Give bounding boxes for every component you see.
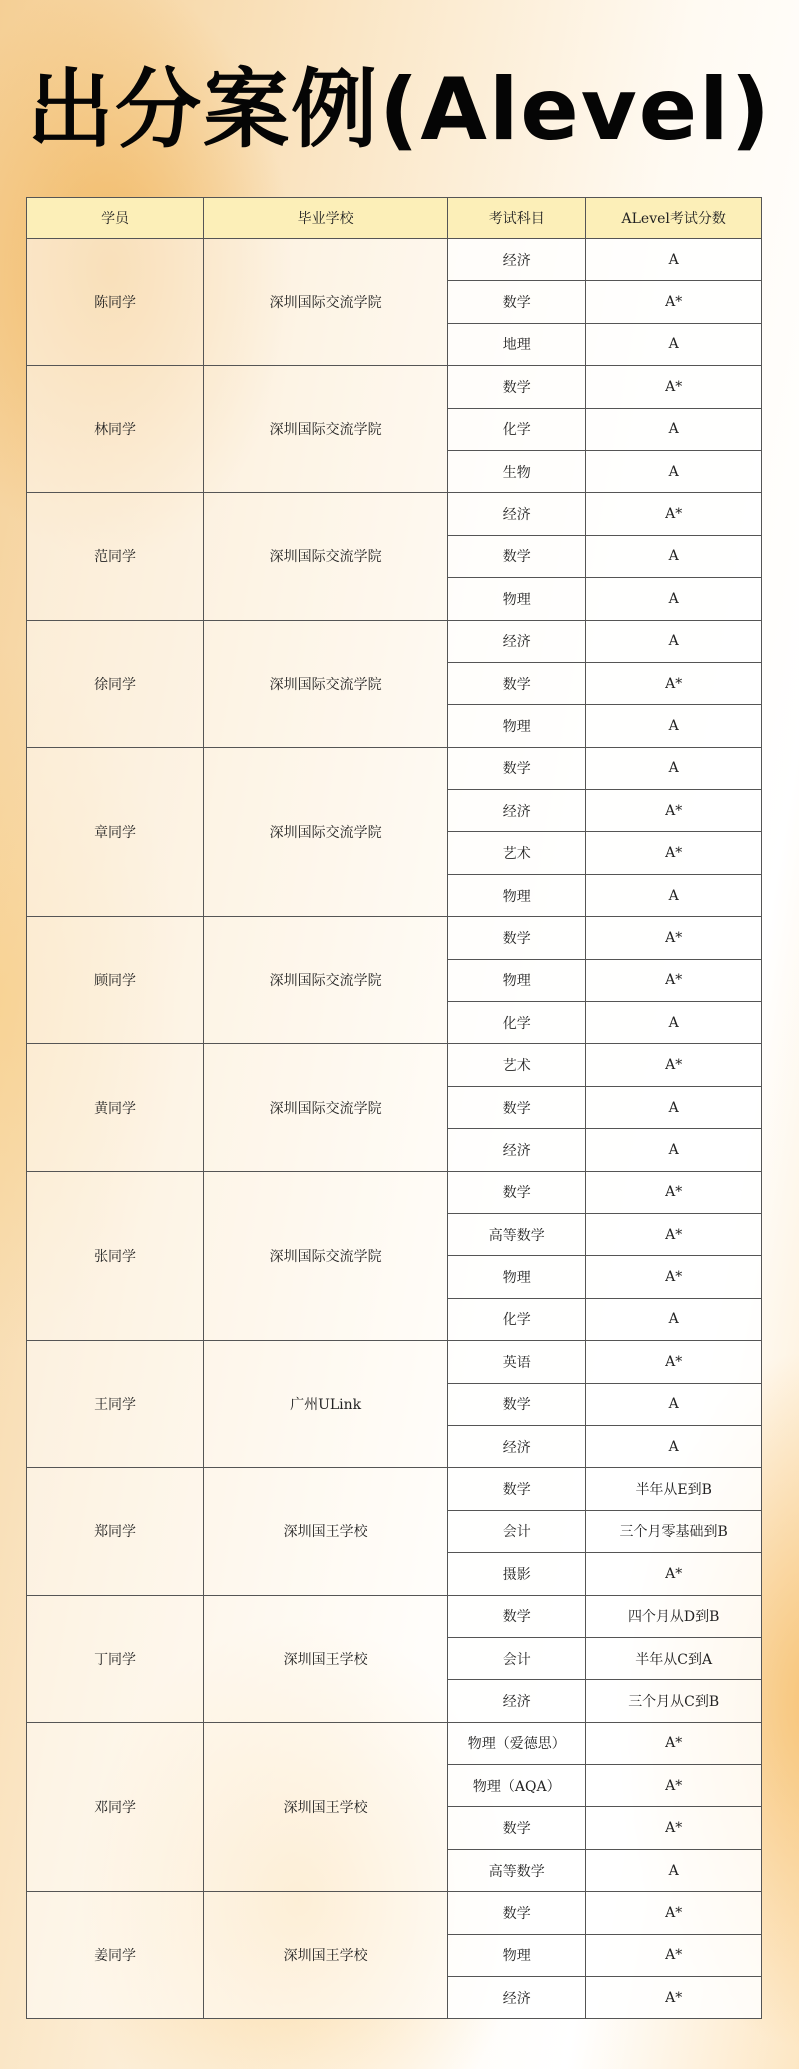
score: A* (586, 662, 762, 704)
subject: 数学 (448, 1086, 586, 1128)
table-row (27, 747, 762, 789)
score: A* (586, 790, 762, 832)
results-table (26, 197, 762, 2019)
score: A* (586, 1977, 762, 2019)
subject: 数学 (448, 662, 586, 704)
header-subject: 考试科目 (448, 198, 586, 239)
score: A* (586, 1934, 762, 1976)
school-name: 深圳国际交流学院 (204, 620, 448, 747)
student-name: 顾同学 (27, 917, 204, 1044)
student-name: 张同学 (27, 1171, 204, 1341)
score: A* (586, 959, 762, 1001)
student-name: 邓同学 (27, 1722, 204, 1892)
subject: 高等数学 (448, 1213, 586, 1255)
subject: 会计 (448, 1510, 586, 1552)
school-name: 深圳国际交流学院 (204, 493, 448, 620)
score: A* (586, 1044, 762, 1086)
school-name: 深圳国王学校 (204, 1595, 448, 1722)
school-name: 深圳国际交流学院 (204, 917, 448, 1044)
subject: 物理 (448, 874, 586, 916)
score: A (586, 705, 762, 747)
subject: 数学 (448, 281, 586, 323)
score: A (586, 1298, 762, 1340)
school-name: 广州ULink (204, 1341, 448, 1468)
score: A* (586, 1213, 762, 1255)
table-row (27, 1595, 762, 1637)
subject: 物理 (448, 959, 586, 1001)
score: A* (586, 1341, 762, 1383)
score: A (586, 578, 762, 620)
score: A (586, 1425, 762, 1467)
score: 半年从C到A (586, 1637, 762, 1679)
subject: 经济 (448, 620, 586, 662)
school-name: 深圳国王学校 (204, 1468, 448, 1595)
table-row (27, 493, 762, 535)
table-row (27, 1044, 762, 1086)
score: A (586, 1086, 762, 1128)
subject: 经济 (448, 493, 586, 535)
table-row (27, 1468, 762, 1510)
header-school: 毕业学校 (204, 198, 448, 239)
subject: 经济 (448, 1425, 586, 1467)
subject: 数学 (448, 366, 586, 408)
score: A* (586, 493, 762, 535)
subject: 经济 (448, 239, 586, 281)
score: A (586, 1002, 762, 1044)
table-header-row (27, 198, 762, 239)
subject: 英语 (448, 1341, 586, 1383)
student-name: 黄同学 (27, 1044, 204, 1171)
score: A* (586, 1256, 762, 1298)
subject: 化学 (448, 1298, 586, 1340)
table-row (27, 366, 762, 408)
score: A* (586, 1553, 762, 1595)
score: A* (586, 917, 762, 959)
score: A (586, 408, 762, 450)
score: 三个月零基础到B (586, 1510, 762, 1552)
table-row (27, 917, 762, 959)
school-name: 深圳国王学校 (204, 1722, 448, 1892)
subject: 地理 (448, 323, 586, 365)
school-name: 深圳国际交流学院 (204, 366, 448, 493)
score: A* (586, 832, 762, 874)
subject: 经济 (448, 1129, 586, 1171)
school-name: 深圳国际交流学院 (204, 239, 448, 366)
subject: 数学 (448, 1468, 586, 1510)
subject: 物理 (448, 1256, 586, 1298)
score: A (586, 620, 762, 662)
score: A* (586, 1892, 762, 1934)
subject: 物理 (448, 705, 586, 747)
student-name: 郑同学 (27, 1468, 204, 1595)
page-title: 出分案例(Alevel) (27, 60, 772, 160)
subject: 数学 (448, 1892, 586, 1934)
score: A (586, 1849, 762, 1891)
score: A (586, 450, 762, 492)
student-name: 林同学 (27, 366, 204, 493)
student-name: 姜同学 (27, 1892, 204, 2019)
school-name: 深圳国王学校 (204, 1892, 448, 2019)
subject: 高等数学 (448, 1849, 586, 1891)
subject: 经济 (448, 790, 586, 832)
score: A* (586, 281, 762, 323)
score: A (586, 747, 762, 789)
score: A (586, 239, 762, 281)
score: 半年从E到B (586, 1468, 762, 1510)
score: A* (586, 1807, 762, 1849)
subject: 物理（爱德思） (448, 1722, 586, 1764)
school-name: 深圳国际交流学院 (204, 747, 448, 917)
score: A* (586, 1765, 762, 1807)
score: A* (586, 366, 762, 408)
subject: 艺术 (448, 832, 586, 874)
score: A (586, 1129, 762, 1171)
table-row (27, 1171, 762, 1213)
table-row (27, 1341, 762, 1383)
table-row (27, 1722, 762, 1764)
score: A* (586, 1171, 762, 1213)
subject: 化学 (448, 408, 586, 450)
subject: 物理 (448, 578, 586, 620)
subject: 数学 (448, 1383, 586, 1425)
subject: 数学 (448, 1595, 586, 1637)
score: 四个月从D到B (586, 1595, 762, 1637)
header-score: ALevel考试分数 (586, 198, 762, 239)
score: A* (586, 1722, 762, 1764)
score: A (586, 323, 762, 365)
subject: 数学 (448, 747, 586, 789)
school-name: 深圳国际交流学院 (204, 1044, 448, 1171)
student-name: 王同学 (27, 1341, 204, 1468)
score: 三个月从C到B (586, 1680, 762, 1722)
subject: 经济 (448, 1680, 586, 1722)
score: A (586, 874, 762, 916)
school-name: 深圳国际交流学院 (204, 1171, 448, 1341)
table-row (27, 1892, 762, 1934)
subject: 生物 (448, 450, 586, 492)
subject: 化学 (448, 1002, 586, 1044)
subject: 会计 (448, 1637, 586, 1679)
student-name: 丁同学 (27, 1595, 204, 1722)
subject: 经济 (448, 1977, 586, 2019)
subject: 艺术 (448, 1044, 586, 1086)
subject: 物理（AQA） (448, 1765, 586, 1807)
subject: 物理 (448, 1934, 586, 1976)
subject: 数学 (448, 917, 586, 959)
subject: 数学 (448, 535, 586, 577)
student-name: 徐同学 (27, 620, 204, 747)
student-name: 范同学 (27, 493, 204, 620)
subject: 数学 (448, 1807, 586, 1849)
student-name: 陈同学 (27, 239, 204, 366)
header-student: 学员 (27, 198, 204, 239)
student-name: 章同学 (27, 747, 204, 917)
subject: 数学 (448, 1171, 586, 1213)
subject: 摄影 (448, 1553, 586, 1595)
table-row (27, 239, 762, 281)
score: A (586, 535, 762, 577)
table-row (27, 620, 762, 662)
score: A (586, 1383, 762, 1425)
